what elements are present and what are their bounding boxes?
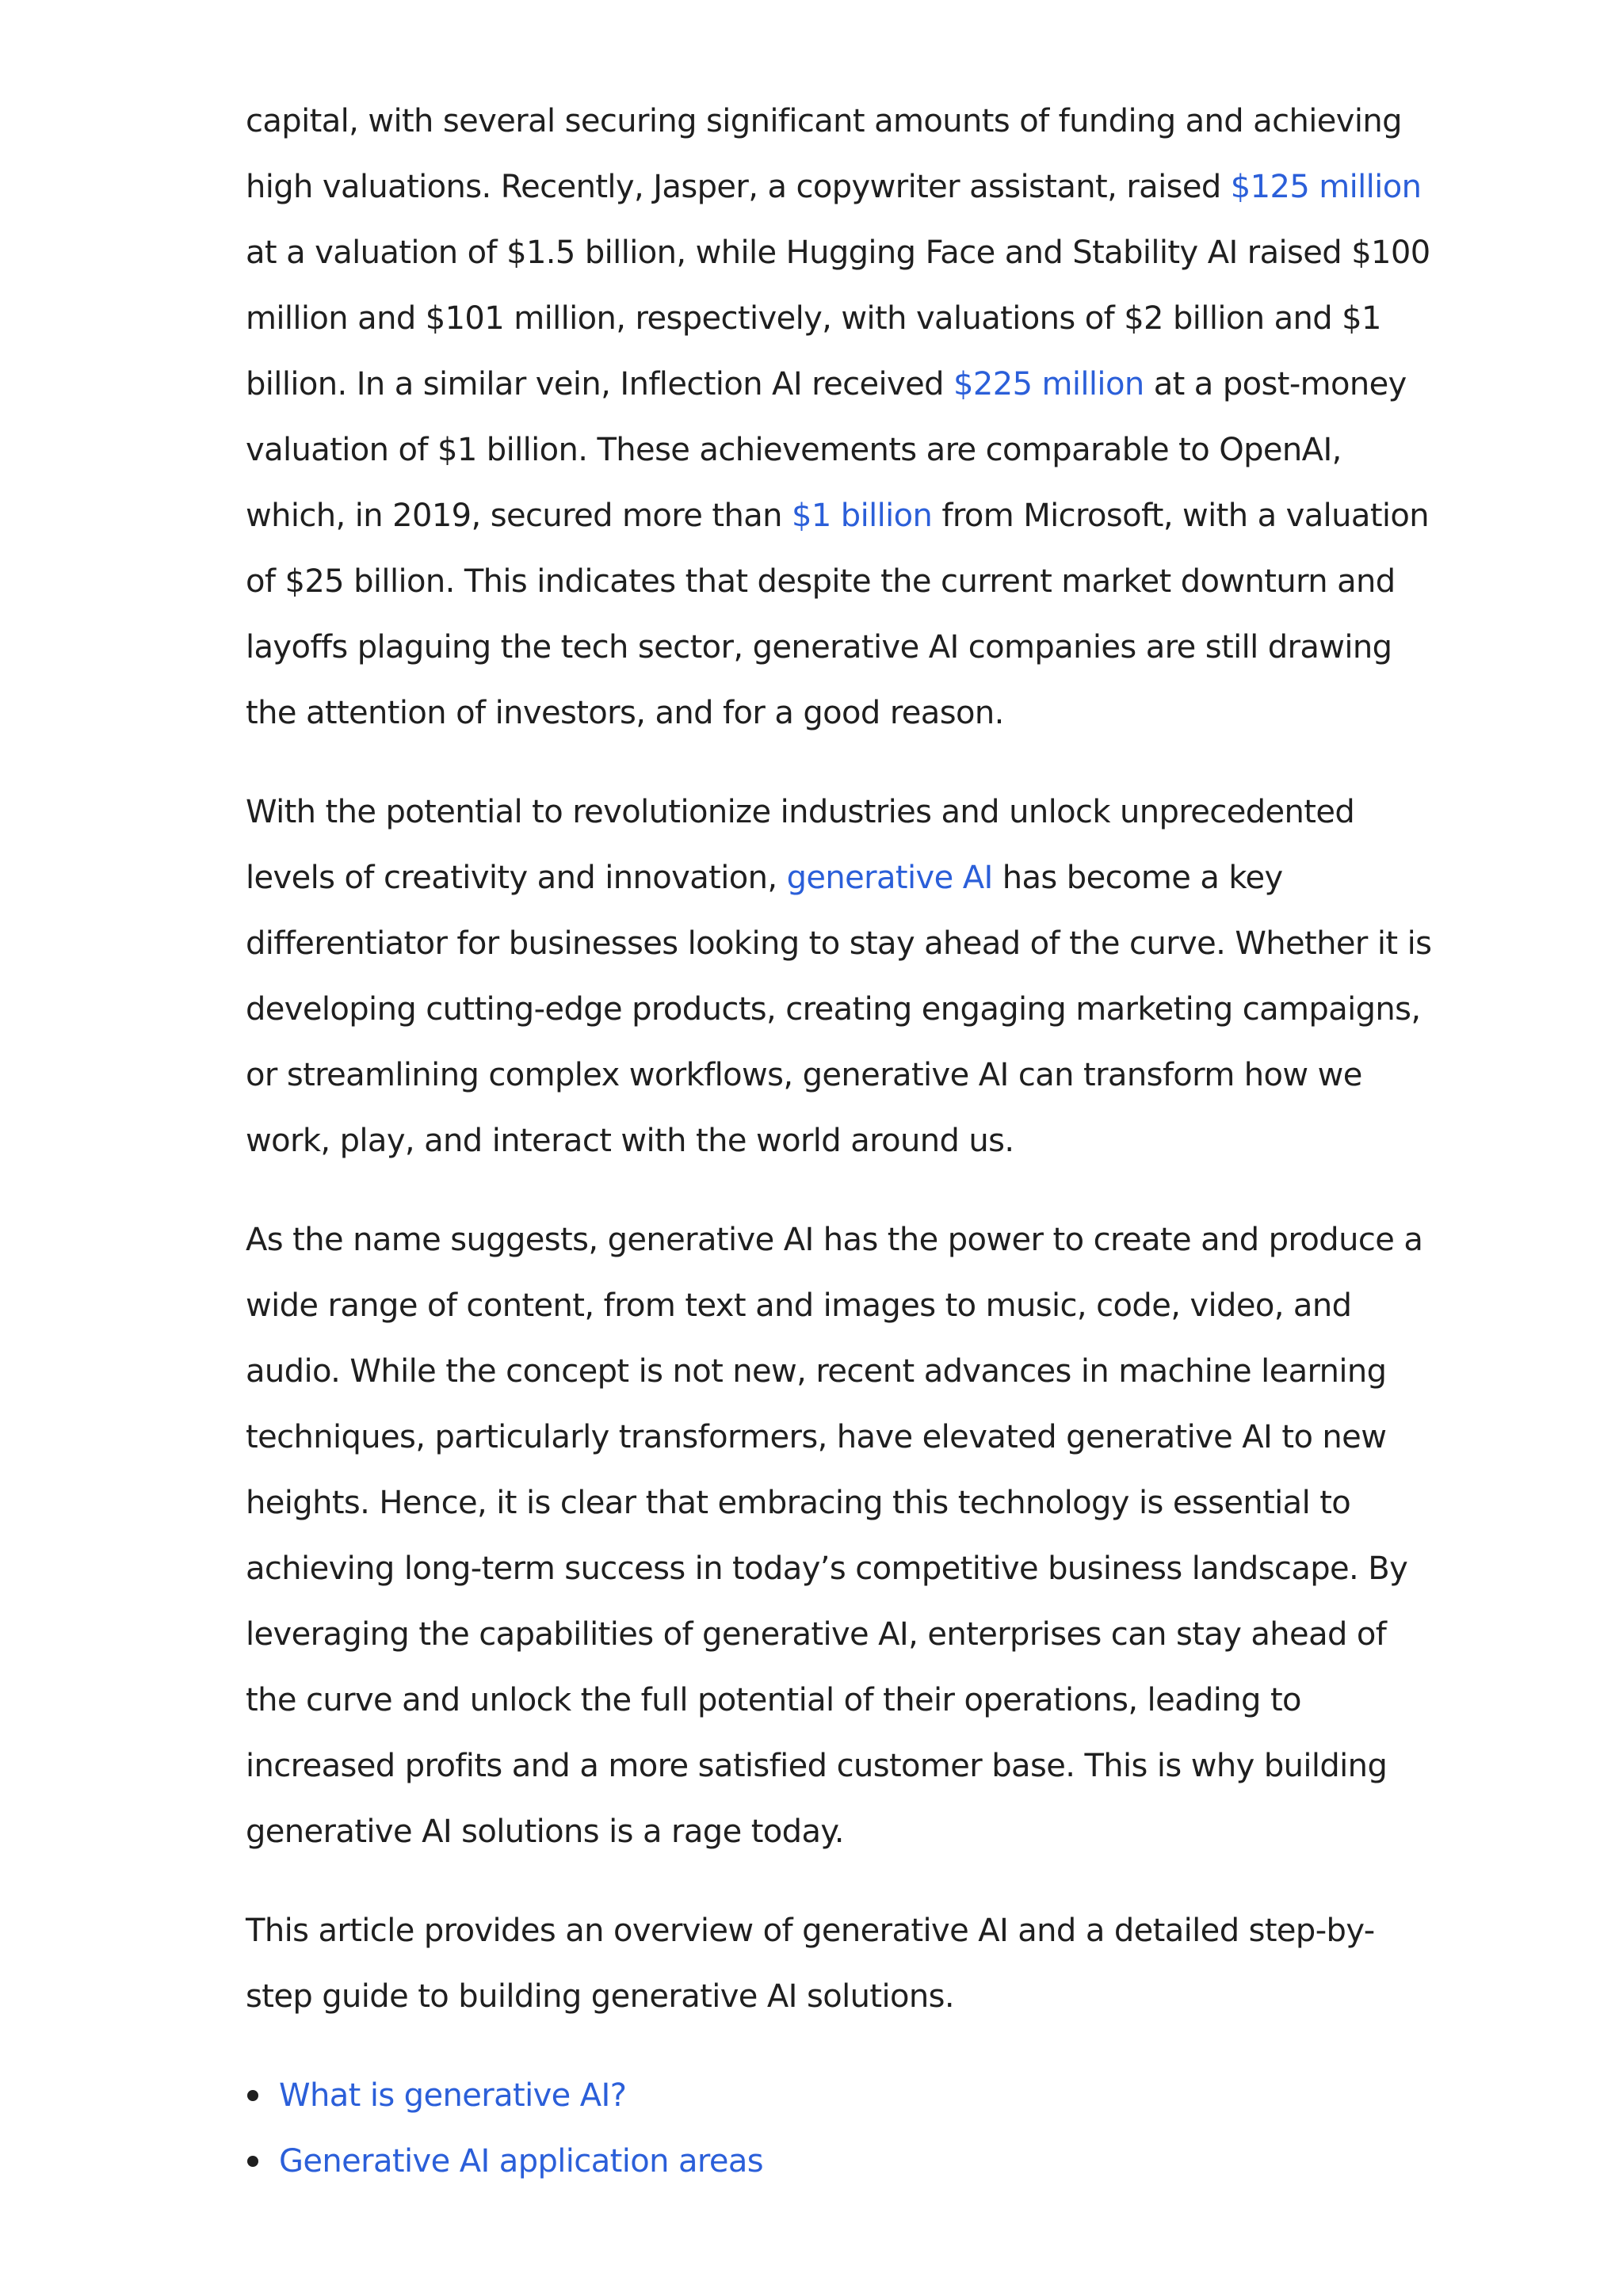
paragraph-article-intro: This article provides an overview of generative AI and a detailed step-by-step guide to building generative AI solutions. (246, 1913, 1375, 2015)
link-125-million[interactable]: $125 million (1230, 169, 1422, 205)
toc-link-application-areas[interactable]: Generative AI application areas (279, 2143, 763, 2180)
paragraph-potential: With the potential to revolutionize industries and unlock unprecedented levels of creativity and innovation, generative AI has become a key differentiator for businesses looking to stay ahead of the curve. Whether it is developing cutting-edge products, creating engaging marketing campaigns, or streamlining complex workflows, generative AI can transform how we work, play, and interact with the world around us. (246, 794, 1432, 1159)
paragraph-funding: capital, with several securing significant amounts of funding and achieving high valuations. Recently, Jasper, a copywriter assistant, raised $125 million at a valuation of $1.5 billion, while Hugging Face and Stability AI raised $100 million and $101 million, respectively, with valuations of $2 billion and $1 billion. In a similar vein, Inflection AI received $225 million at a post-money valuation of $1 billion. These achievements are comparable to OpenAI, which, in 2019, secured more than $1 billion from Microsoft, with a valuation of $25 billion. This indicates that despite the current market downturn and layoffs plaguing the tech sector, generative AI companies are still drawing the attention of investors, and for a good reason. (246, 103, 1430, 731)
bullet-icon (247, 2156, 258, 2167)
link-225-million[interactable]: $225 million (953, 366, 1144, 402)
article-body (246, 89, 1434, 2195)
toc-item (246, 2063, 1434, 2129)
link-1-billion[interactable]: $1 billion (791, 498, 933, 534)
toc-item (246, 2129, 1434, 2195)
bullet-icon (247, 2090, 258, 2101)
paragraph-overview: As the name suggests, generative AI has the power to create and produce a wide range of content, from text and images to music, code, video, and audio. While the concept is not new, recent advances in machine learning techniques, particularly transformers, have elevated generative AI to new heights. Hence, it is clear that embracing this technology is essential to achieving long-term success in today’s competitive business landscape. By leveraging the capabilities of generative AI, enterprises can stay ahead of the curve and unlock the full potential of their operations, leading to increased profits and a more satisfied customer base. This is why building generative AI solutions is a rage today. (246, 1222, 1423, 1850)
toc-link-what-is-generative-ai[interactable]: What is generative AI? (279, 2077, 627, 2114)
link-generative-ai[interactable]: generative AI (786, 860, 993, 896)
table-of-contents (246, 2063, 1434, 2195)
